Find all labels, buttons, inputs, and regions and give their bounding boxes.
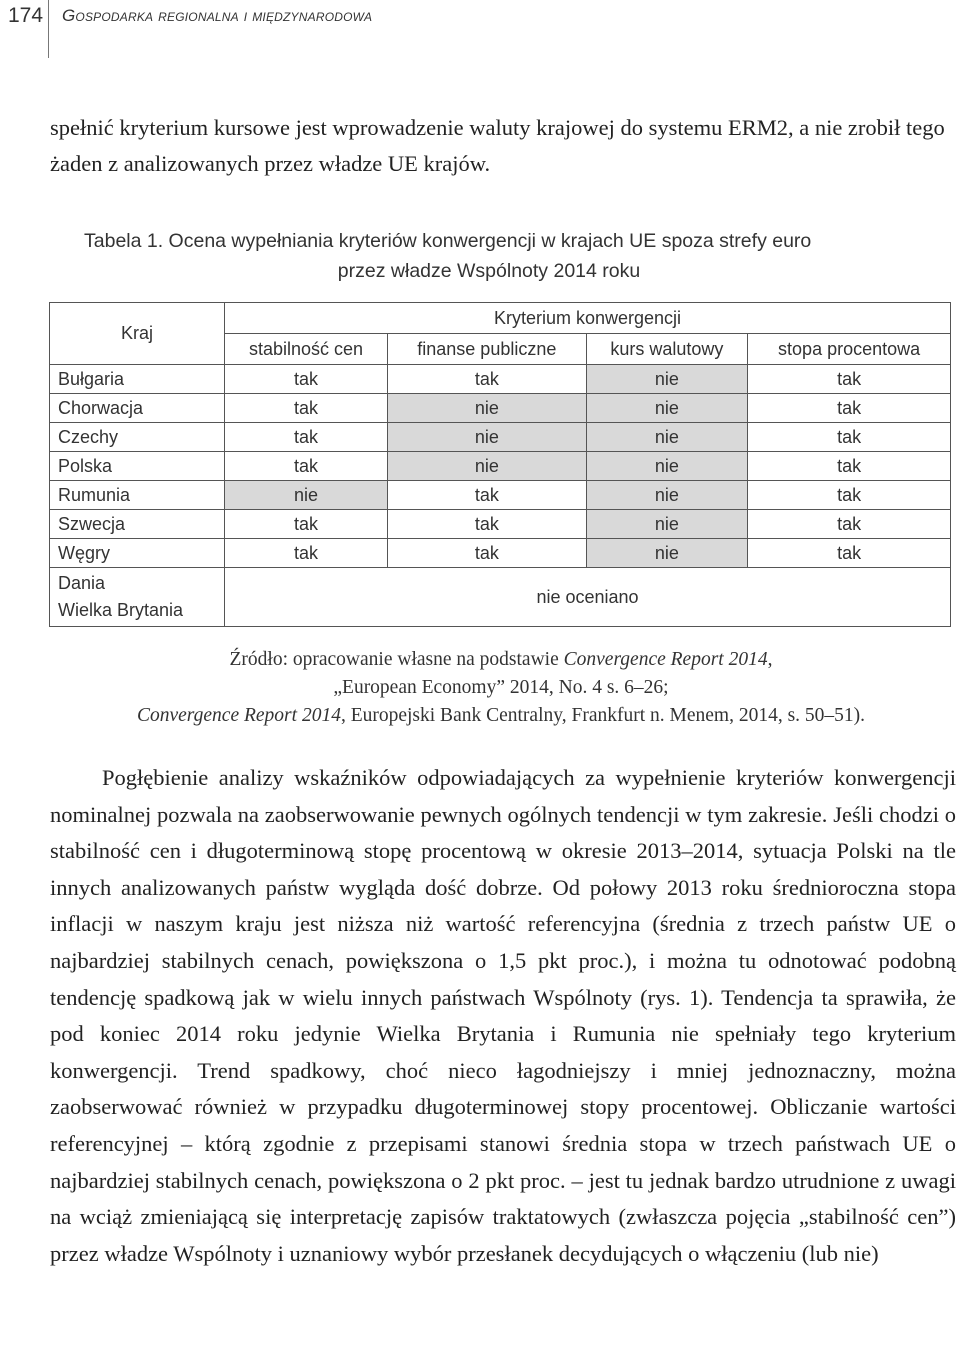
value-cell: tak xyxy=(748,394,951,423)
page-number: 174 xyxy=(8,4,44,27)
table-row xyxy=(50,510,951,539)
country-name: Dania xyxy=(58,573,106,593)
value-cell: nie xyxy=(586,452,748,481)
value-cell: tak xyxy=(748,510,951,539)
intro-paragraph: spełnić kryterium kursowe jest wprowadzenie waluty krajowej do systemu ERM2, a nie zrobił tego żaden z analizowanych przez władze UE krajów. xyxy=(50,115,945,176)
table-row xyxy=(50,452,951,481)
country-cell: Szwecja xyxy=(50,510,225,539)
country-cell: Rumunia xyxy=(50,481,225,510)
column-header: stopa procentowa xyxy=(748,334,951,365)
convergence-table xyxy=(49,302,951,627)
value-cell: tak xyxy=(225,539,388,568)
table-caption-line2: przez władze Wspólnoty 2014 roku xyxy=(337,260,641,282)
table-row xyxy=(50,423,951,452)
value-cell: nie xyxy=(388,452,587,481)
table-source xyxy=(50,646,952,730)
source-report-title: Convergence Report 2014 xyxy=(563,649,768,670)
value-cell: nie xyxy=(388,394,587,423)
source-report-title: Convergence Report 2014 xyxy=(136,705,341,726)
column-header: stabilność cen xyxy=(225,334,388,365)
country-cell: Czechy xyxy=(50,423,225,452)
page-header xyxy=(0,0,960,60)
source-suffix: , Europejski Bank Centralny, Frankfurt n. Menem, 2014, s. 50–51). xyxy=(340,705,866,726)
country-column-header: Kraj xyxy=(50,303,225,365)
value-cell: tak xyxy=(225,394,388,423)
column-header: kurs walutowy xyxy=(586,334,748,365)
value-cell: tak xyxy=(748,423,951,452)
source-line-1 xyxy=(50,646,952,674)
value-cell: tak xyxy=(748,539,951,568)
running-title-text: Gospodarka regionalna i międzynarodowa xyxy=(62,6,373,25)
value-cell: tak xyxy=(388,539,587,568)
table-row xyxy=(50,394,951,423)
table-row xyxy=(50,539,951,568)
value-cell: nie xyxy=(586,481,748,510)
body-paragraph: Pogłębienie analizy wskaźników odpowiadających za wypełnienie kryteriów konwergencji nominalnej pozwala na zaobserwowanie pewnych ogólnych tendencji w tym zakresie. Jeśli chodzi o stabilność cen i długoterminową stopę procentową w okresie 2013–2014, sytuacja Polski na tle innych analizowanych państw wygląda dość dobrze. Od połowy 2013 roku średnioroczna stopa inflacji w naszym kraju jest niższa niż wartość referencyjna (średnia z trzech państw UE o najbardziej stabilnych cenach, powiększona o 1,5 pkt proc.), i można tu odnotować podobną tendencję spadkową jak w wielu innych państwach Wspólnoty (rys. 1). Tendencja ta sprawiła, że pod koniec 2014 roku jedynie Wielka Brytania i Rumunia nie spełniały tego kryterium konwergencji. Trend spadkowy, choć nieco łagodniejszy i mniej jednoznaczny, można zaobserwować również w przypadku długoterminowej stopy procentowej. Obliczanie wartości referencyjnej – którą zgodnie z przepisami stanowi średnia stopa w trzech państwach UE o najbardziej stabilnych cenach, powiększona o 2 pkt proc. – jest tu jednak bardzo utrudnione z uwagi na wciąż zmieniającą się interpretację zapisów traktatowych (zwłaszcza pojęcia „stabilność cen”) przez władze Wspólnoty i uznaniowy wybór przesłanek decydujących o włączeniu (lub nie) xyxy=(50,765,956,1266)
value-cell: tak xyxy=(225,423,388,452)
value-cell: nie xyxy=(586,423,748,452)
country-name: Wielka Brytania xyxy=(58,600,184,620)
value-cell: tak xyxy=(225,510,388,539)
value-cell: tak xyxy=(388,481,587,510)
criteria-group-header: Kryterium konwergencji xyxy=(225,303,951,334)
table-caption-line1: Tabela 1. Ocena wypełniania kryteriów konwergencji w krajach UE spoza strefy euro xyxy=(84,230,812,252)
country-cell: Polska xyxy=(50,452,225,481)
value-cell: tak xyxy=(748,365,951,394)
value-cell: tak xyxy=(225,452,388,481)
table-body xyxy=(50,365,951,627)
source-line-2: „European Economy” 2014, No. 4 s. 6–26; xyxy=(333,677,669,698)
value-cell: tak xyxy=(388,365,587,394)
value-cell: nie xyxy=(586,539,748,568)
value-cell: tak xyxy=(748,452,951,481)
country-cell: Bułgaria xyxy=(50,365,225,394)
source-prefix: Źródło: opracowanie własne na podstawie xyxy=(229,649,564,670)
country-cell: Chorwacja xyxy=(50,394,225,423)
column-header: finanse publiczne xyxy=(388,334,587,365)
value-cell: nie xyxy=(388,423,587,452)
value-cell: nie xyxy=(225,481,388,510)
value-cell: nie xyxy=(586,510,748,539)
value-cell: nie xyxy=(586,394,748,423)
source-line-3 xyxy=(50,702,952,730)
table-row xyxy=(50,481,951,510)
value-cell: tak xyxy=(225,365,388,394)
country-cell: Węgry xyxy=(50,539,225,568)
table-caption xyxy=(84,226,914,286)
value-cell: nie xyxy=(586,365,748,394)
value-cell: tak xyxy=(748,481,951,510)
running-title xyxy=(62,6,372,26)
not-assessed-cell: nie oceniano xyxy=(225,568,951,627)
header-divider xyxy=(48,0,49,58)
source-suffix: , xyxy=(767,649,773,670)
table-row-not-assessed xyxy=(50,568,951,627)
value-cell: tak xyxy=(388,510,587,539)
country-cell-multi xyxy=(50,568,225,627)
table-row xyxy=(50,365,951,394)
